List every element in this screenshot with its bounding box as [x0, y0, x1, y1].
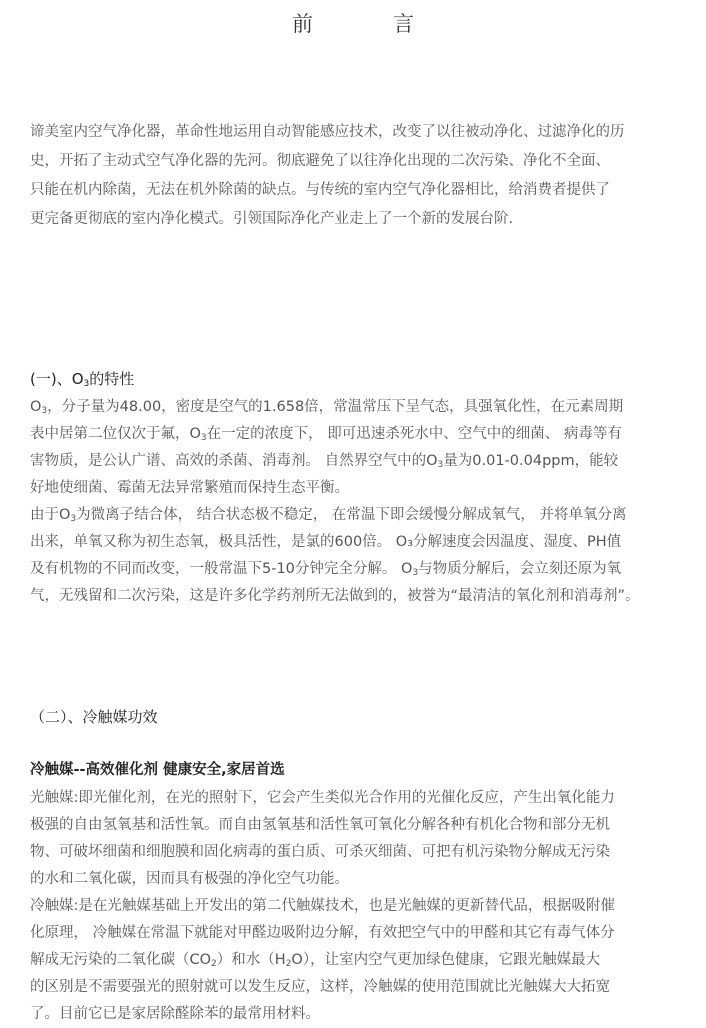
page-title: 前言 [292, 12, 494, 36]
intro-line: 史，开拓了主动式空气净化器的先河。彻底避免了以往净化出现的二次污染、净化不全面、 [30, 153, 610, 169]
section1-line: 由于$O_3$为微离子结合体， 结合状态极不稳定， 在常温下即会缓慢分解成氧气， 并将单氧分离 [30, 507, 627, 524]
section2-subheading: 冷触媒--高效催化剂 健康安全,家居首选 [30, 762, 285, 778]
section1-line: $O_3$，分子量为48.00，密度是空气的1.658倍，常温常压下呈气态，具强氧化性，在元素周期 [30, 399, 624, 416]
section2-line: 物、可破坏细菌和细胞膜和固化病毒的蛋白质、可杀灭细菌、可把有机污染物分解成无污染 [30, 844, 610, 860]
section1-body [30, 394, 640, 610]
intro-paragraph [30, 118, 625, 234]
section1-line: 出来，单氧又称为初生态氧，极具活性，是氯的600倍。 O₃分解速度会因温度、湿度、PH值 [30, 534, 622, 550]
section2-line: 光触媒:即光催化剂，在光的照射下，它会产生类似光合作用的光催化反应，产生出氧化能力 [30, 790, 615, 806]
section2-body [30, 785, 615, 1028]
section2-line: 解成无污染的二氧化碳$(CO_2)$和水$(H_2O)$，让室内空气更加绿色健康，它跟光触媒最大 [30, 952, 601, 969]
section1-line: 害物质，是公认广谱、高效的杀菌、消毒剂。 自然界空气中的$O_3$量为0.01-0.04ppm，能较 [30, 453, 619, 470]
section1-line: 及有机物的不同而改变，一般常温下5-10分钟完全分解。 $O_3$与物质分解后，会立刻还原为氧 [30, 561, 622, 578]
section1-line: 气，无残留和二次污染，这是许多化学药剂所无法做到的，被誉为“最清洁的氧化剂和消毒剂”。 [30, 588, 640, 604]
section1-heading: (一)、$O_3$的特性 [30, 370, 135, 389]
intro-line: 谛美室内空气净化器，革命性地运用自动智能感应技术，改变了以往被动净化、过滤净化的历 [30, 124, 625, 140]
intro-line: 更完备更彻底的室内净化模式。引领国际净化产业走上了一个新的发展台阶. [30, 211, 514, 227]
section1-line: 表中居第二位仅次于氟，$O_3$在一定的浓度下， 即可迅速杀死水中、空气中的细菌、 病毒等有 [30, 426, 622, 443]
section2-line: 冷触媒:是在光触媒基础上开发出的第二代触媒技术，也是光触媒的更新替代品，根据吸附催 [30, 898, 615, 914]
section1-line: 好地使细菌、霉菌无法异常繁殖而保持生态平衡。 [30, 480, 349, 496]
section2-line: 了。目前它已是家居除醛除苯的最常用材料。 [30, 1006, 320, 1022]
section2-line: 化原理， 冷触媒在常温下就能对甲醛边吸附边分解，有效把空气中的甲醛和其它有毒气体分 [30, 925, 615, 941]
section2-line: 的水和二氧化碳，因而具有极强的净化空气功能。 [30, 871, 349, 887]
intro-line: 只能在机内除菌，无法在机外除菌的缺点。与传统的室内空气净化器相比，给消费者提供了 [30, 182, 610, 198]
section2-line: 的区别是不需要强光的照射就可以发生反应，这样，冷触媒的使用范围就比光触媒大大拓宽 [30, 979, 610, 995]
section2-heading: （二）、冷触媒功效 [30, 708, 158, 726]
section2-line: 极强的自由氢氧基和活性氧。而自由氢氧基和活性氧可氧化分解各种有机化合物和部分无机 [30, 817, 610, 833]
